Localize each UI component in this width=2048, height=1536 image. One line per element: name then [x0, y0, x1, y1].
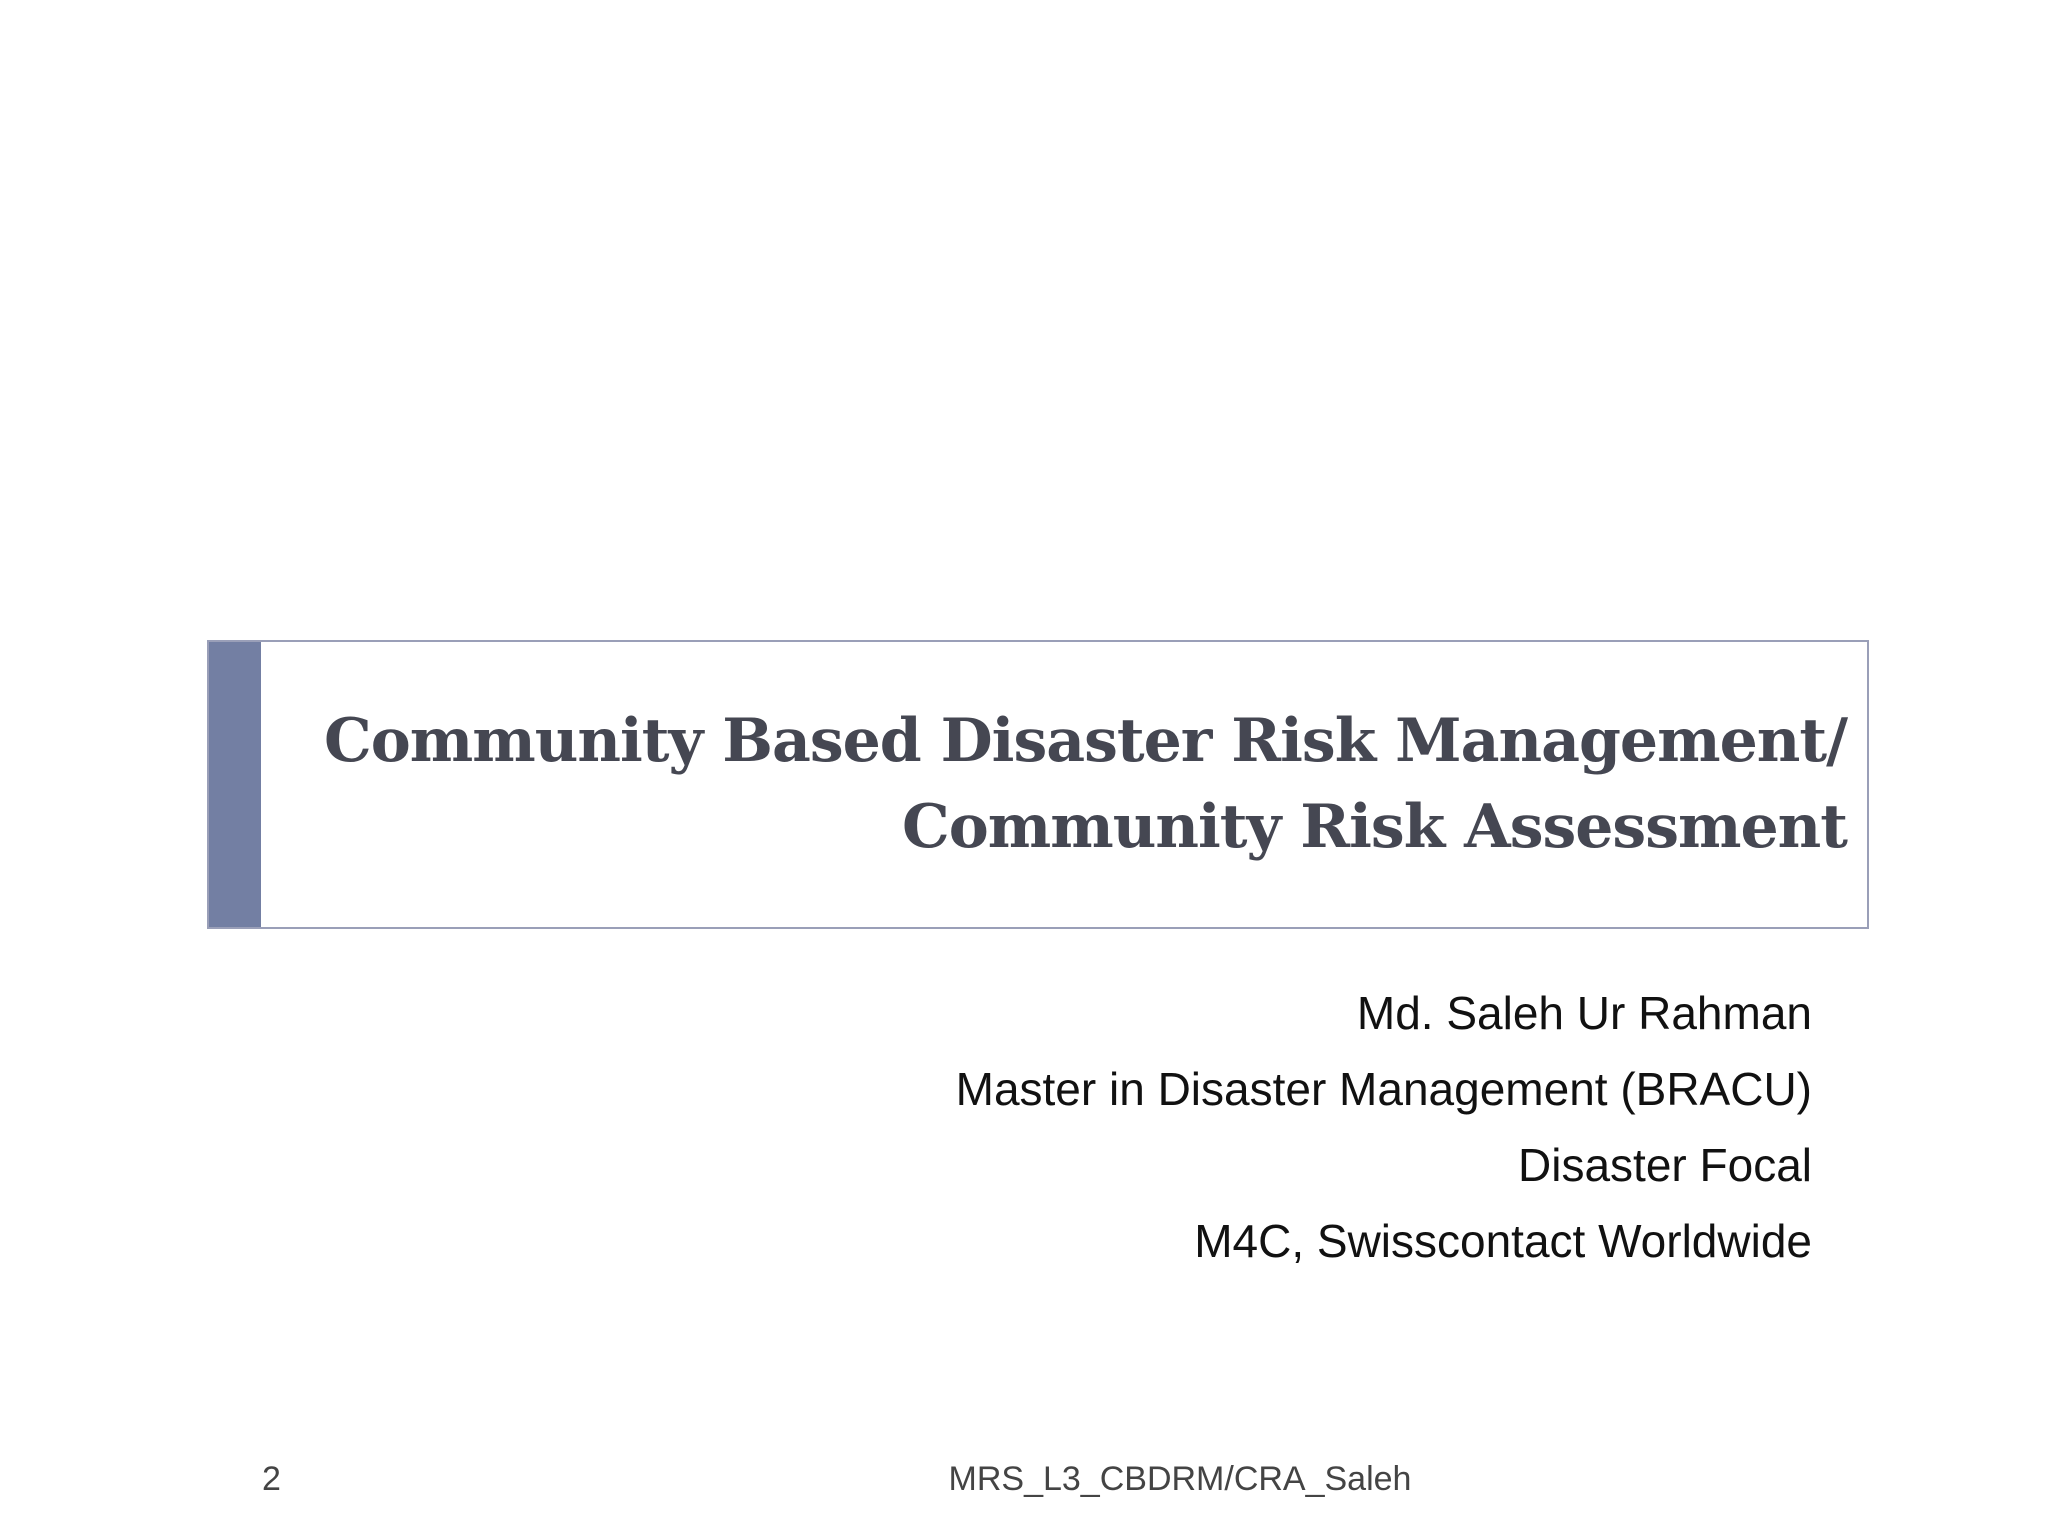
- author-name: Md. Saleh Ur Rahman: [1356, 987, 1812, 1039]
- title-accent-bar: [209, 642, 261, 927]
- title-box: [207, 640, 1869, 929]
- slide-number: 2: [262, 1460, 281, 1498]
- author-block: [956, 975, 1812, 1279]
- title-line: Community Risk Assessment: [902, 792, 1847, 862]
- author-role: Disaster Focal: [1518, 1139, 1812, 1191]
- slide-title: [307, 698, 1847, 870]
- title-line: Community Based Disaster Risk Management/: [323, 706, 1847, 776]
- slide-footer: MRS_L3_CBDRM/CRA_Saleh: [948, 1460, 1412, 1498]
- author-organization: M4C, Swisscontact Worldwide: [1194, 1215, 1812, 1267]
- author-degree: Master in Disaster Management (BRACU): [955, 1063, 1812, 1115]
